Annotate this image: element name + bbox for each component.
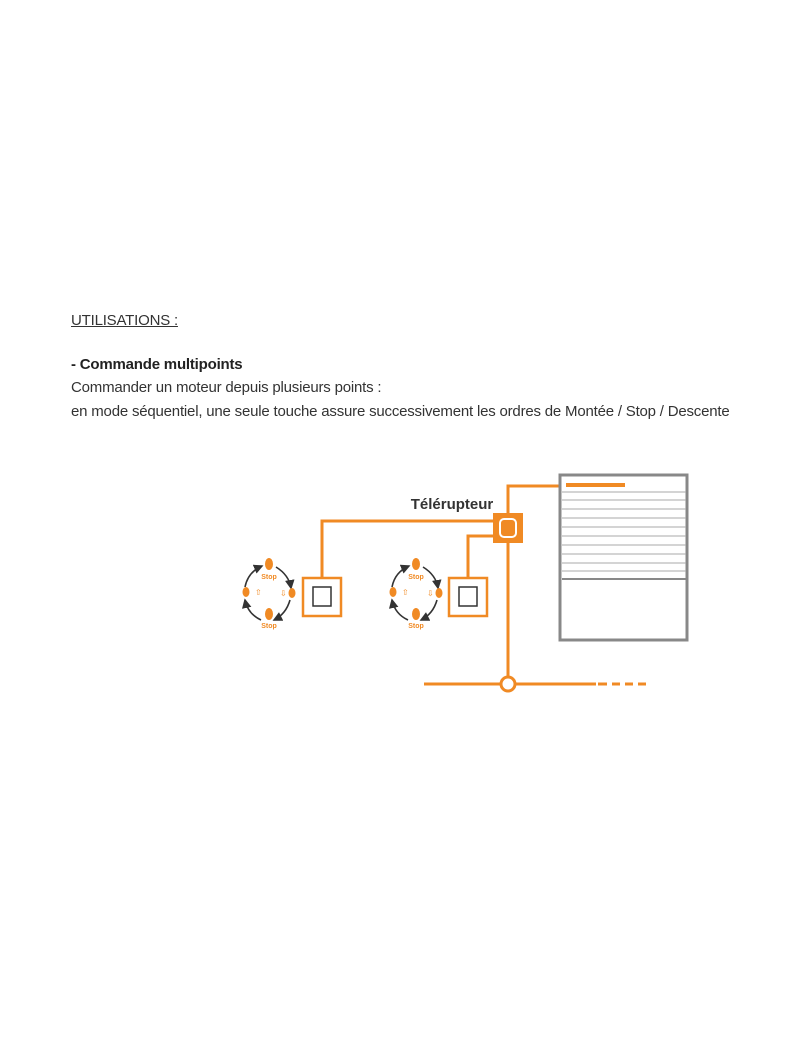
down-arrow-icon: ⇩ [280, 589, 287, 598]
roller-shutter [560, 475, 687, 640]
push-button-1 [303, 578, 341, 616]
stop-label-bottom-2: Stop [408, 623, 424, 630]
wire-switch-2 [468, 536, 493, 578]
stop-label-bottom-1: Stop [261, 623, 277, 630]
description-line-2: en mode séquentiel, une seule touche assure successivement les ordres de Montée / Stop / Descente [71, 403, 730, 420]
sequence-cycle-1 [243, 558, 296, 630]
sequence-cycle-2 [390, 558, 443, 630]
wire-relay-to-shutter [508, 486, 560, 513]
junction-node [501, 677, 515, 691]
up-arrow-icon: ⇧ [255, 588, 262, 597]
stop-label-top-1: Stop [261, 574, 277, 581]
section-subheading: - Commande multipoints [71, 356, 243, 373]
description-line-1: Commander un moteur depuis plusieurs points : [71, 379, 382, 396]
push-button-2 [449, 578, 487, 616]
up-arrow-icon: ⇧ [402, 588, 409, 597]
stop-label-top-2: Stop [408, 574, 424, 581]
relay-label: Télérupteur [410, 496, 494, 513]
section-heading: UTILISATIONS : [71, 312, 178, 329]
down-arrow-icon: ⇩ [427, 589, 434, 598]
